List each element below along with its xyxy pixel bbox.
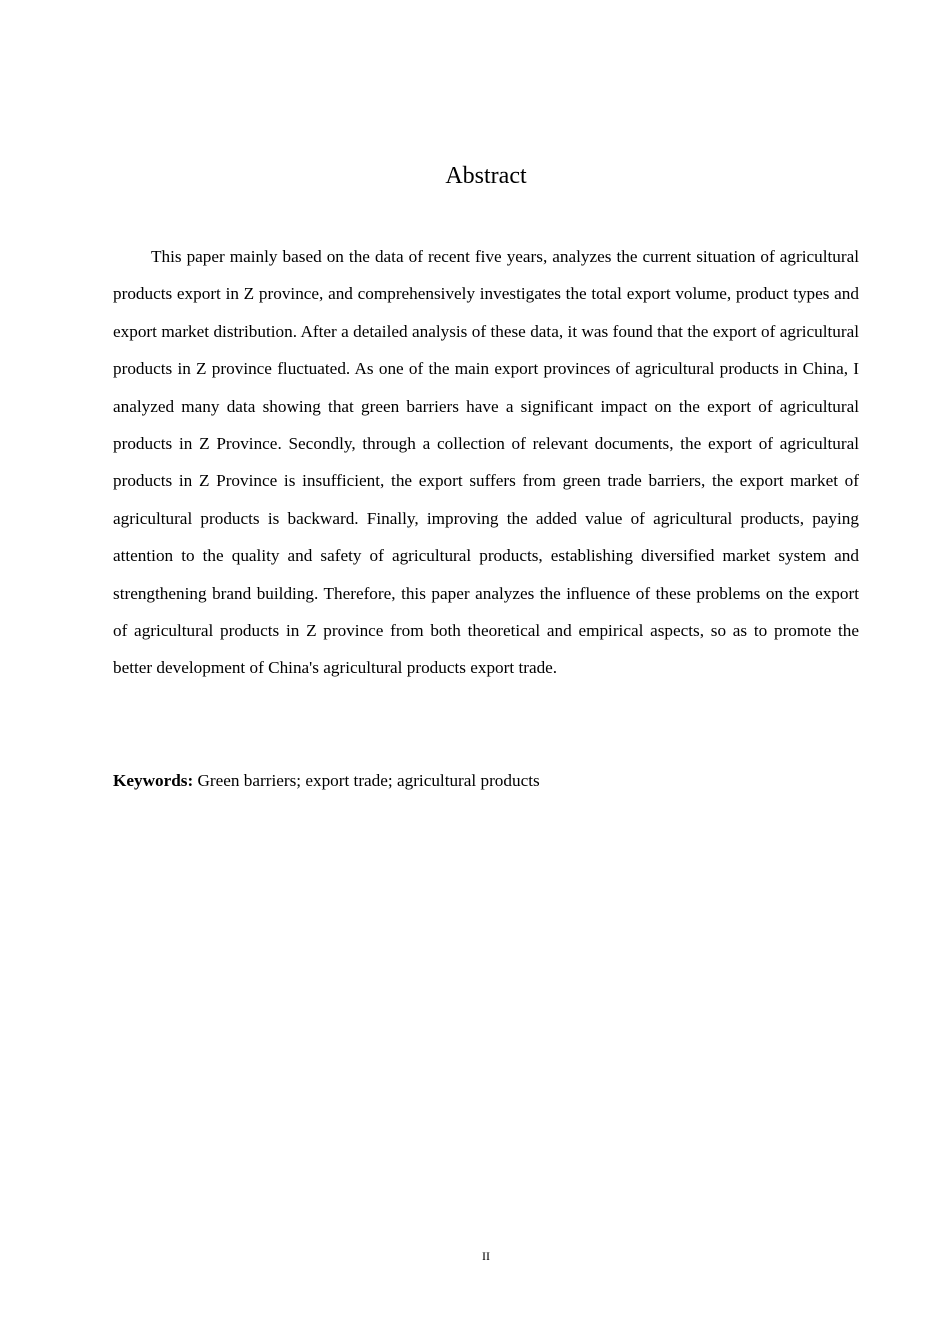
abstract-title: Abstract — [445, 163, 527, 189]
keywords-line — [113, 762, 859, 799]
abstract-paragraph: This paper mainly based on the data of recent five years, analyzes the current situation of agricultural products export in Z province, and comprehensively investigates the total export volume, product types and export market distribution. After a detailed analysis of these data, it was found that the export of agricultural products in Z province fluctuated. As one of the main export provinces of agricultural products in China, I analyzed many data showing that green barriers have a significant impact on the export of agricultural products in Z Province. Secondly, through a collection of relevant documents, the export of agricultural products in Z Province is insufficient, the export suffers from green trade barriers, the export market of agricultural products is backward. Finally, improving the added value of agricultural products, paying attention to the quality and safety of agricultural products, establishing diversified market system and strengthening brand building. Therefore, this paper analyzes the influence of these problems on the export of agricultural products in Z province from both theoretical and empirical aspects, so as to promote the better development of China's agricultural products export trade. — [113, 247, 859, 678]
page-number: II — [482, 1249, 490, 1263]
keywords-label: Keywords: — [113, 771, 194, 790]
keywords-text: Green barriers; export trade; agricultural products — [193, 771, 540, 790]
